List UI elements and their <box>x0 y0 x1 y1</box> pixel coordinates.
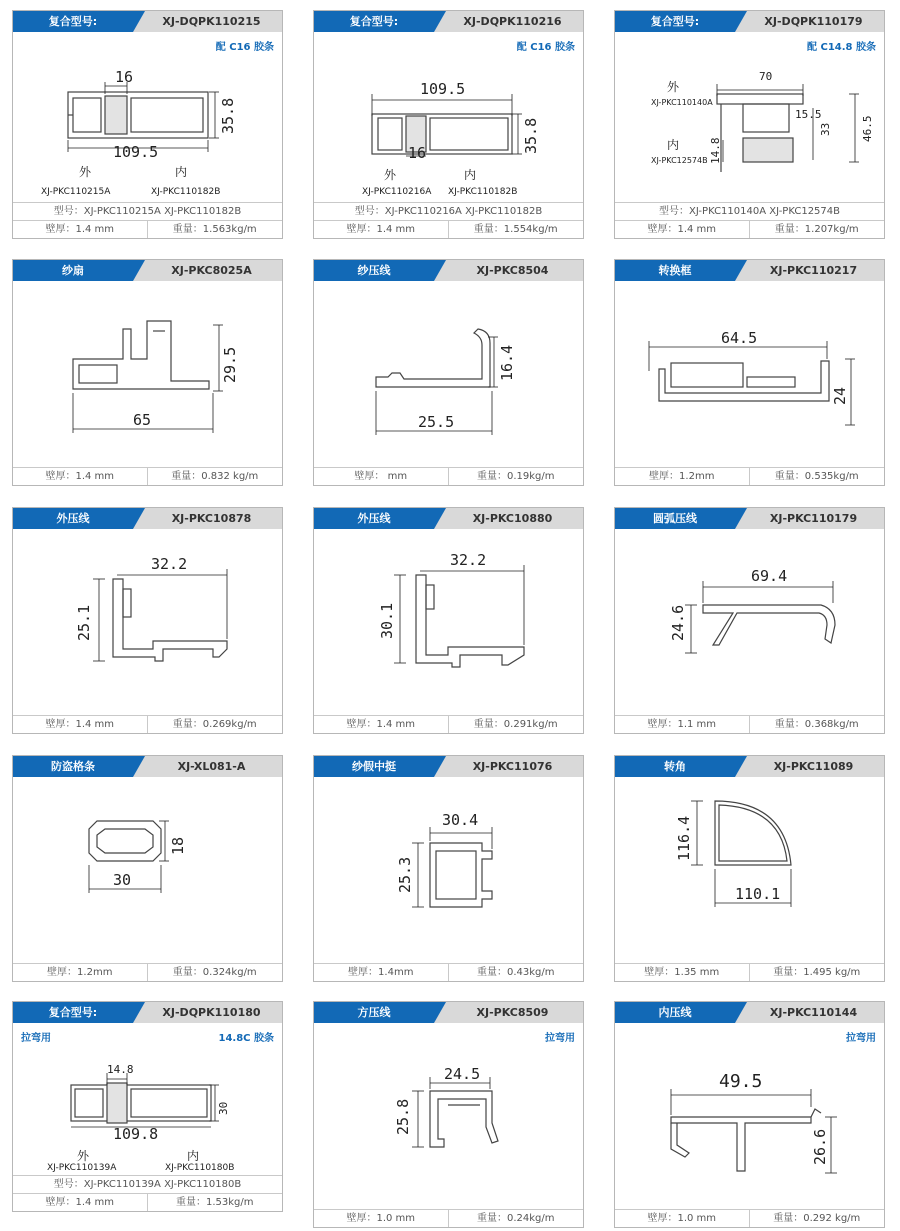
profile-card <box>614 507 885 734</box>
card-type-label: 复合型号: <box>314 11 434 32</box>
spec-row <box>615 715 884 733</box>
spec-row <box>615 963 884 981</box>
dimension-label: 26.6 <box>811 1128 829 1165</box>
spec-row <box>314 715 583 733</box>
profile-drawing <box>13 529 282 689</box>
dimension-label: 116.4 <box>675 815 693 861</box>
card-type-label: 复合型号: <box>615 11 735 32</box>
dimension-label: 25.5 <box>418 413 455 431</box>
spec-row <box>13 467 282 485</box>
profile-cross-section <box>13 777 283 937</box>
gasket-note: 配 C14.8 胶条 <box>807 42 876 53</box>
profile-cross-section <box>615 529 885 689</box>
profile-cross-section <box>314 777 584 937</box>
inner-part-code: XJ-PKC110182B <box>151 187 221 197</box>
card-header <box>13 11 282 32</box>
card-header <box>314 1002 583 1023</box>
spec-row <box>314 963 583 981</box>
card-model-code: XJ-PKC8504 <box>476 264 549 277</box>
dimension-label: 30.4 <box>442 811 479 829</box>
profile-cross-section <box>314 1023 584 1183</box>
dimension-label: 25.1 <box>75 604 93 641</box>
weight: 重量：1.563kg/m <box>172 224 257 235</box>
card-type-label: 防盗格条 <box>13 756 133 777</box>
model-row: 型号：XJ-PKC110216A XJ-PKC110182B <box>314 202 583 220</box>
dimension-label: 25.3 <box>396 856 414 893</box>
dimension-label: 110.1 <box>735 885 781 903</box>
card-model-code: XJ-PKC110179 <box>769 512 858 525</box>
spec-row <box>13 715 282 733</box>
card-type-label: 转角 <box>615 756 735 777</box>
bending-note: 拉弯用 <box>846 1033 876 1044</box>
card-type-label: 复合型号: <box>13 1002 133 1023</box>
card-type-label: 圆弧压线 <box>615 508 735 529</box>
spec-row <box>13 963 282 981</box>
spec-row <box>314 220 583 238</box>
card-header <box>615 756 884 777</box>
profile-drawing <box>13 1023 282 1175</box>
dimension-label: 29.5 <box>221 346 239 383</box>
card-model-code: XJ-PKC10878 <box>171 512 252 525</box>
outer-part-code: XJ-PKC110215A <box>41 187 111 197</box>
dimension-label: 16 <box>408 144 427 162</box>
spec-row <box>314 1209 583 1227</box>
wall-thickness: 壁厚：1.4 mm <box>13 716 148 733</box>
dimension-label: 25.8 <box>394 1098 412 1135</box>
card-type-label: 外压线 <box>13 508 133 529</box>
inner-label: 内 <box>667 138 680 152</box>
dimension-label: 109.5 <box>113 143 159 161</box>
profile-cross-section <box>13 529 283 689</box>
profile-card <box>12 10 283 239</box>
dimension-label: 16.4 <box>498 344 516 381</box>
card-header <box>314 756 583 777</box>
dimension-label: 18 <box>169 836 187 855</box>
profile-drawing <box>314 32 583 184</box>
wall-thickness: 壁厚：1.1 mm <box>615 716 750 733</box>
model-row: 型号：XJ-PKC110140A XJ-PKC12574B <box>615 202 884 220</box>
card-model-code: XJ-PKC110217 <box>769 264 858 277</box>
dimension-label: 49.5 <box>719 1071 763 1092</box>
card-header <box>13 508 282 529</box>
inner-part-code: XJ-PKC110182B <box>448 187 518 197</box>
wall-thickness: 壁厚：1.4 mm <box>13 221 148 238</box>
wall-thickness: 壁厚：1.4 mm <box>13 1194 148 1211</box>
card-type-label: 内压线 <box>615 1002 735 1023</box>
inner-label: 内 <box>464 168 477 182</box>
profile-cross-section <box>615 281 885 441</box>
wall-thickness: 壁厚：1.4 mm <box>13 468 148 485</box>
wall-thickness: 壁厚：1.2mm <box>615 468 750 485</box>
wall-thickness: 壁厚：1.4 mm <box>314 221 449 238</box>
dimension-label: 15.5 <box>795 108 822 121</box>
profile-drawing <box>615 777 884 937</box>
card-header <box>314 508 583 529</box>
profile-drawing <box>615 1023 884 1183</box>
gasket-note: 14.8C 胶条 <box>218 1033 274 1044</box>
dimension-label: 69.4 <box>751 567 788 585</box>
gasket-note: 配 C16 胶条 <box>516 42 575 53</box>
profile-cross-section <box>314 32 584 184</box>
profile-cross-section <box>13 32 283 184</box>
card-model-code: XJ-DQPK110215 <box>162 15 261 28</box>
profile-drawing <box>314 529 583 689</box>
dimension-label: 35.8 <box>219 97 237 134</box>
card-header <box>13 1002 282 1023</box>
gasket-note: 配 C16 胶条 <box>215 42 274 53</box>
spec-row <box>13 220 282 238</box>
card-type-label: 纱压线 <box>314 260 434 281</box>
outer-part-code: XJ-PKC110139A <box>47 1163 117 1173</box>
weight: 重量：0.43kg/m <box>476 967 555 978</box>
bending-note: 拉弯用 <box>545 1033 575 1044</box>
outer-label: 外 <box>77 1149 90 1163</box>
profile-drawing <box>615 529 884 689</box>
profile-card <box>313 507 584 734</box>
profile-card <box>614 755 885 982</box>
inner-part-code: XJ-PKC12574B <box>651 156 708 165</box>
card-type-label: 复合型号: <box>13 11 133 32</box>
card-type-label: 方压线 <box>314 1002 434 1023</box>
card-model-code: XJ-PKC110144 <box>769 1006 858 1019</box>
bending-note: 拉弯用 <box>21 1033 51 1044</box>
spec-row <box>615 1209 884 1227</box>
dimension-label: 30.1 <box>378 602 396 639</box>
profile-card <box>12 507 283 734</box>
dimension-label: 16 <box>115 68 134 86</box>
wall-thickness: 壁厚：1.4 mm <box>314 716 449 733</box>
inner-part-code: XJ-PKC110180B <box>165 1163 235 1173</box>
weight: 重量：0.832 kg/m <box>171 471 259 482</box>
profile-drawing <box>615 281 884 441</box>
profile-cross-section <box>615 777 885 937</box>
card-model-code: XJ-PKC8509 <box>476 1006 549 1019</box>
wall-thickness: 壁厚： mm <box>314 468 449 485</box>
card-model-code: XJ-PKC8025A <box>171 264 252 277</box>
weight: 重量：1.207kg/m <box>774 224 859 235</box>
profile-card <box>12 1001 283 1212</box>
dimension-label: 24 <box>831 386 849 405</box>
profile-card <box>614 1001 885 1228</box>
profile-drawing <box>13 32 282 184</box>
outer-label: 外 <box>384 168 397 182</box>
wall-thickness: 壁厚：1.0 mm <box>615 1210 750 1227</box>
weight: 重量：0.368kg/m <box>774 719 859 730</box>
profile-drawing <box>13 777 282 937</box>
wall-thickness: 壁厚：1.35 mm <box>615 964 750 981</box>
card-header <box>13 260 282 281</box>
dimension-label: 32.2 <box>450 551 487 569</box>
card-type-label: 外压线 <box>314 508 434 529</box>
dimension-label: 70 <box>759 70 773 83</box>
dimension-label: 35.8 <box>522 117 540 154</box>
dimension-label: 14.8 <box>709 137 722 164</box>
dimension-label: 30 <box>217 1101 230 1115</box>
inner-label: 内 <box>175 165 188 179</box>
wall-thickness: 壁厚：1.2mm <box>13 964 148 981</box>
weight: 重量：0.291kg/m <box>473 719 558 730</box>
weight: 重量：1.53kg/m <box>175 1197 254 1208</box>
weight: 重量：1.495 kg/m <box>773 967 861 978</box>
profile-drawing <box>314 281 583 441</box>
dimension-label: 109.8 <box>113 1125 159 1143</box>
profile-card <box>12 259 283 486</box>
profile-cross-section <box>615 1023 885 1183</box>
spec-row <box>615 467 884 485</box>
profile-card <box>614 259 885 486</box>
weight: 重量：0.292 kg/m <box>773 1213 861 1224</box>
weight: 重量：1.554kg/m <box>473 224 558 235</box>
card-model-code: XJ-PKC11089 <box>773 760 854 773</box>
profile-card <box>313 10 584 239</box>
spec-row <box>314 467 583 485</box>
profile-card <box>614 10 885 239</box>
profile-drawing <box>615 32 884 184</box>
outer-label: 外 <box>79 165 92 179</box>
weight: 重量：0.269kg/m <box>172 719 257 730</box>
card-type-label: 转换框 <box>615 260 735 281</box>
model-row: 型号：XJ-PKC110215A XJ-PKC110182B <box>13 202 282 220</box>
outer-part-code: XJ-PKC110216A <box>362 187 432 197</box>
card-model-code: XJ-DQPK110179 <box>764 15 863 28</box>
card-model-code: XJ-XL081-A <box>177 760 246 773</box>
weight: 重量：0.24kg/m <box>476 1213 555 1224</box>
weight: 重量：0.19kg/m <box>476 471 555 482</box>
weight: 重量：0.324kg/m <box>172 967 257 978</box>
profile-drawing <box>13 281 282 441</box>
model-row: 型号：XJ-PKC110139A XJ-PKC110180B <box>13 1175 282 1193</box>
dimension-label: 64.5 <box>721 329 758 347</box>
profile-drawing <box>314 1023 583 1183</box>
card-header <box>314 11 583 32</box>
profile-drawing <box>314 777 583 937</box>
inner-label: 内 <box>187 1149 200 1163</box>
card-model-code: XJ-DQPK110216 <box>463 15 562 28</box>
card-model-code: XJ-DQPK110180 <box>162 1006 261 1019</box>
weight: 重量：0.535kg/m <box>774 471 859 482</box>
profile-card <box>313 1001 584 1228</box>
dimension-label: 14.8 <box>107 1063 134 1076</box>
wall-thickness: 壁厚：1.0 mm <box>314 1210 449 1227</box>
outer-label: 外 <box>667 80 680 94</box>
spec-row <box>13 1193 282 1211</box>
card-header <box>13 756 282 777</box>
card-header <box>314 260 583 281</box>
card-type-label: 纱扇 <box>13 260 133 281</box>
card-model-code: XJ-PKC10880 <box>472 512 553 525</box>
profile-card <box>313 755 584 982</box>
dimension-label: 24.6 <box>669 604 687 641</box>
dimension-label: 30 <box>113 871 132 889</box>
profile-cross-section <box>13 1023 283 1175</box>
dimension-label: 109.5 <box>420 80 466 98</box>
card-type-label: 纱假中挺 <box>314 756 434 777</box>
wall-thickness: 壁厚：1.4mm <box>314 964 449 981</box>
dimension-label: 24.5 <box>444 1065 481 1083</box>
profile-card <box>313 259 584 486</box>
profile-card <box>12 755 283 982</box>
dimension-label: 46.5 <box>861 115 874 142</box>
wall-thickness: 壁厚：1.4 mm <box>615 221 750 238</box>
dimension-label: 65 <box>133 411 152 429</box>
card-model-code: XJ-PKC11076 <box>472 760 553 773</box>
outer-part-code: XJ-PKC110140A <box>651 98 713 107</box>
dimension-label: 32.2 <box>151 555 188 573</box>
dimension-label: 33 <box>819 122 832 136</box>
card-header <box>615 508 884 529</box>
card-header <box>615 11 884 32</box>
card-header <box>615 1002 884 1023</box>
profile-cross-section <box>314 529 584 689</box>
spec-row <box>615 220 884 238</box>
card-header <box>615 260 884 281</box>
